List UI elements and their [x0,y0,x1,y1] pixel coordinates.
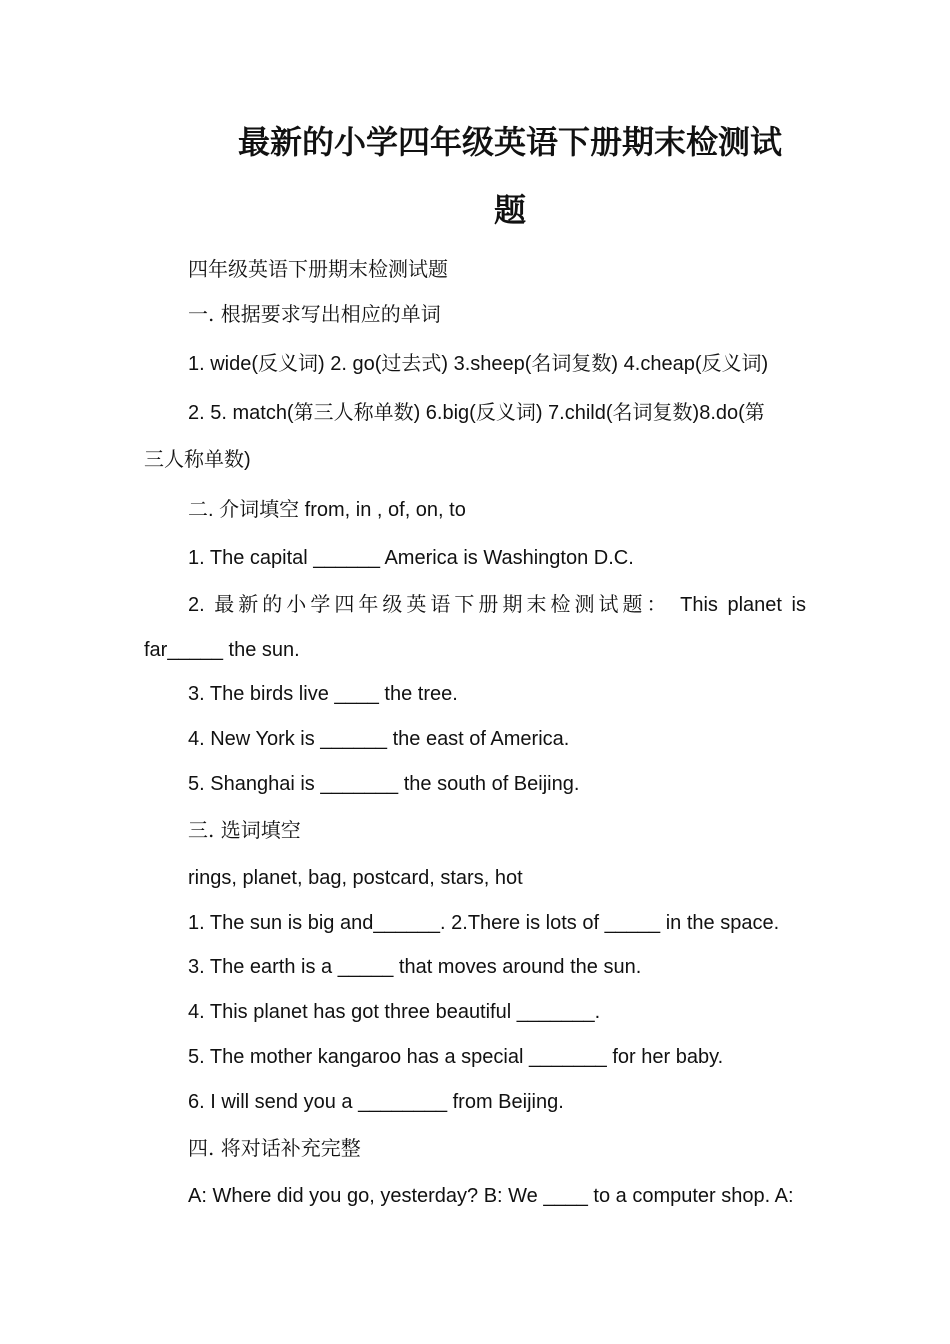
section-2-question-3: 3. The birds live ____ the tree. [188,683,458,705]
section-3-heading: 三. 选词填空 [188,818,301,842]
document-title-continued: 题 [493,191,526,229]
section-1-line-2: 2. 5. match(第三人称单数) 6.big(反义词) 7.child(名词复数)8.do(第 [188,402,765,424]
section-3-question-4: 4. This planet has got three beautiful _______. [188,1001,601,1023]
section-2-question-5: 5. Shanghai is _______ the south of Beijing. [188,773,580,795]
document-subtitle: 四年级英语下册期末检测试题 [188,257,448,281]
section-1-heading: 一. 根据要求写出相应的单词 [188,302,441,326]
section-3-question-3: 3. The earth is a _____ that moves around the sun. [188,956,642,978]
section-1-line-2-continued: 三人称单数) [144,449,251,471]
section-3-question-5: 5. The mother kangaroo has a special _______ for her baby. [188,1046,724,1068]
section-2-heading: 二. 介词填空 from, in , of, on, to [188,499,466,521]
section-4-line-1: A: Where did you go, yesterday? B: We ____ to a computer shop. A: [188,1185,794,1207]
section-1-line-1: 1. wide(反义词) 2. go(过去式) 3.sheep(名词复数) 4.cheap(反义词) [188,353,769,375]
section-2-question-4: 4. New York is ______ the east of America. [188,728,570,750]
document-title: 最新的小学四年级英语下册期末检测试 [237,123,782,161]
section-3-question-6: 6. I will send you a ________ from Beijing. [188,1091,564,1113]
section-2-question-1: 1. The capital ______ America is Washington D.C. [188,547,634,569]
section-3-word-bank: rings, planet, bag, postcard, stars, hot [188,867,523,889]
section-2-question-2: 2. 最新的小学四年级英语下册期末检测试题： This planet is [188,594,806,616]
section-4-heading: 四. 将对话补充完整 [188,1136,361,1160]
section-2-question-2-continued: far_____ the sun. [144,639,300,661]
section-3-question-1: 1. The sun is big and______. 2.There is lots of _____ in the space. [188,912,780,934]
